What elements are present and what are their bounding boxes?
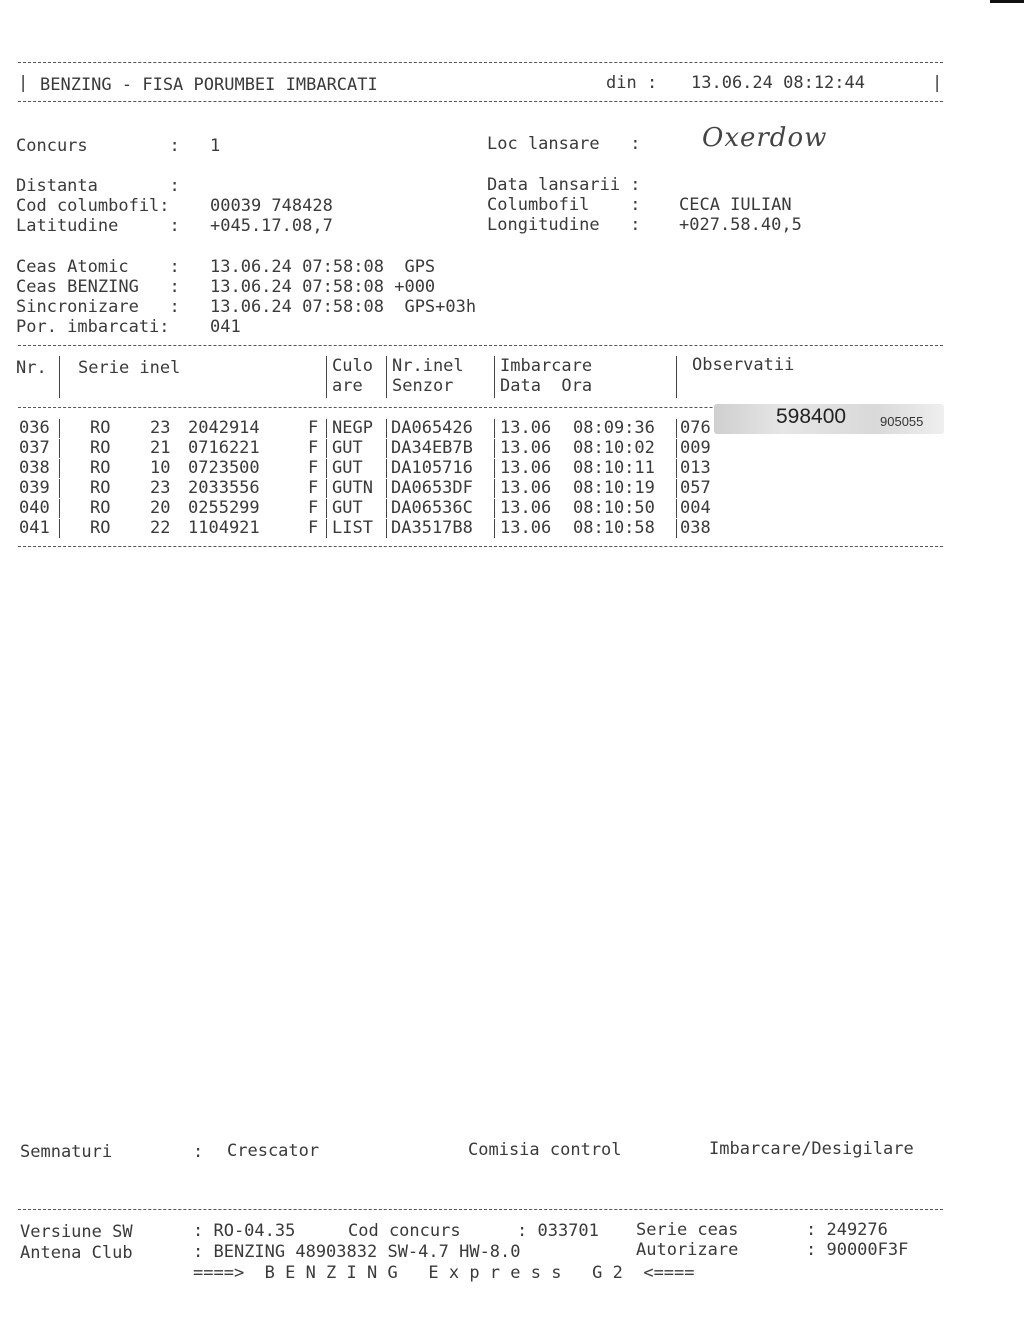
data-lansarii-label: Data lansarii : [487, 175, 641, 195]
header-separator [326, 356, 327, 398]
cell-year: 20 [150, 498, 171, 518]
row-separator [676, 419, 677, 438]
cell-sensor: DA06536C [391, 498, 473, 518]
por-imbarcati-label: Por. imbarcati: [16, 317, 170, 337]
ceas-atomic-value: 13.06.24 07:58:08 GPS [210, 257, 436, 277]
concurs-value: 1 [210, 136, 221, 156]
cell-sensor: DA34EB7B [391, 438, 473, 458]
table-top-rule [18, 345, 943, 346]
header-din-label: din : [606, 73, 658, 93]
row-separator [676, 519, 677, 538]
cell-nr: 039 [19, 478, 50, 498]
cell-ring: 2042914 [188, 418, 260, 438]
cell-sex: F [308, 458, 319, 478]
cell-year: 22 [150, 518, 171, 538]
cell-observatii: 004 [680, 498, 711, 518]
distanta-label: Distanta : [16, 176, 180, 196]
col-header-observatii: Observatii [692, 355, 795, 375]
ceas-atomic-label: Ceas Atomic : [16, 257, 180, 277]
antena-club-label: Antena Club [20, 1243, 133, 1263]
signatures-label: Semnaturi [20, 1142, 113, 1162]
cell-country: RO [90, 438, 111, 458]
header-datetime: 13.06.24 08:12:44 [691, 73, 865, 93]
cell-date: 13.06 [500, 418, 552, 438]
col-header-senzor: Senzor [392, 376, 454, 396]
row-separator [386, 499, 387, 518]
cell-ring: 1104921 [188, 518, 260, 538]
cell-observatii: 057 [680, 478, 711, 498]
cell-observatii: 009 [680, 438, 711, 458]
cod-columbofil-label: Cod columbofil: [16, 196, 170, 216]
row-separator [386, 459, 387, 478]
cell-color: GUTN [332, 478, 373, 498]
cell-sensor: DA065426 [391, 418, 473, 438]
versiune-sw-value: : RO-04.35 [193, 1221, 296, 1241]
row-separator [386, 479, 387, 498]
cell-country: RO [90, 418, 111, 438]
cell-date: 13.06 [500, 438, 552, 458]
row-separator [326, 459, 327, 478]
cell-nr: 036 [19, 418, 50, 438]
cell-color: GUT [332, 458, 363, 478]
cod-columbofil-value: 00039 748428 [210, 196, 333, 216]
cell-date: 13.06 [500, 498, 552, 518]
header-separator [676, 356, 677, 398]
cell-nr: 041 [19, 518, 50, 538]
col-header-serie-inel: Serie inel [78, 358, 181, 378]
cell-date: 13.06 [500, 518, 552, 538]
cell-nr: 037 [19, 438, 50, 458]
cell-ring: 2033556 [188, 478, 260, 498]
serie-ceas-label: Serie ceas [636, 1220, 739, 1240]
col-header-nr: Nr. [16, 358, 47, 378]
cell-color: NEGP [332, 418, 373, 438]
cell-nr: 040 [19, 498, 50, 518]
row-separator [326, 419, 327, 438]
ceas-benzing-label: Ceas BENZING : [16, 277, 180, 297]
row-separator [494, 499, 495, 518]
signature-crescator: Crescator [227, 1141, 320, 1161]
row-separator [386, 439, 387, 458]
cell-year: 23 [150, 418, 171, 438]
col-header-culoare-1: Culo [332, 356, 373, 376]
ceas-benzing-value: 13.06.24 07:58:08 +000 [210, 277, 436, 297]
cell-time: 08:10:02 [573, 438, 655, 458]
header-separator [59, 356, 60, 398]
cell-sensor: DA105716 [391, 458, 473, 478]
loc-lansare-handwritten: Oxerdow [702, 123, 828, 153]
row-separator [386, 419, 387, 438]
row-separator [676, 499, 677, 518]
cell-sensor: DA3517B8 [391, 518, 473, 538]
cell-country: RO [90, 518, 111, 538]
cell-ring: 0255299 [188, 498, 260, 518]
row-separator [676, 439, 677, 458]
longitudine-value: +027.58.40,5 [679, 215, 802, 235]
cell-time: 08:09:36 [573, 418, 655, 438]
header-right-bar: | [932, 73, 943, 93]
longitudine-label: Longitudine : [487, 215, 641, 235]
cell-sex: F [308, 418, 319, 438]
benzing-express-banner: ====> B E N Z I N G E x p r e s s G 2 <==== [193, 1263, 695, 1283]
cell-color: LIST [332, 518, 373, 538]
cell-sensor: DA0653DF [391, 478, 473, 498]
header-separator [494, 356, 495, 398]
table-bottom-rule [18, 546, 943, 547]
col-header-imbarcare: Imbarcare [500, 356, 593, 376]
row-separator [494, 459, 495, 478]
row-separator [676, 459, 677, 478]
sincronizare-value: 13.06.24 07:58:08 GPS+03h [210, 297, 477, 317]
concurs-label: Concurs : [16, 136, 180, 156]
cell-time: 08:10:50 [573, 498, 655, 518]
cell-time: 08:10:58 [573, 518, 655, 538]
row-separator [326, 439, 327, 458]
row-separator [386, 519, 387, 538]
signatures-colon: : [193, 1142, 204, 1162]
cell-ring: 0716221 [188, 438, 260, 458]
row-separator [326, 499, 327, 518]
row-separator [59, 519, 60, 538]
row-separator [59, 459, 60, 478]
cell-observatii: 076 [680, 418, 711, 438]
row-separator [494, 519, 495, 538]
serie-ceas-value: : 249276 [806, 1220, 888, 1240]
cell-time: 08:10:11 [573, 458, 655, 478]
cell-year: 10 [150, 458, 171, 478]
antena-club-value: : BENZING 48903832 SW-4.7 HW-8.0 [193, 1242, 521, 1262]
cell-sex: F [308, 478, 319, 498]
footer-top-rule [18, 1209, 943, 1210]
cell-nr: 038 [19, 458, 50, 478]
row-separator [59, 499, 60, 518]
cell-year: 23 [150, 478, 171, 498]
row-separator [59, 439, 60, 458]
cell-date: 13.06 [500, 478, 552, 498]
row-separator [59, 419, 60, 438]
cell-observatii: 013 [680, 458, 711, 478]
cell-color: GUT [332, 498, 363, 518]
row-separator [326, 479, 327, 498]
seal-sticker [714, 404, 944, 434]
cell-date: 13.06 [500, 458, 552, 478]
cell-sex: F [308, 518, 319, 538]
col-header-culoare-2: are [332, 376, 363, 396]
row-separator [326, 519, 327, 538]
autorizare-value: : 90000F3F [806, 1240, 909, 1260]
row-separator [59, 479, 60, 498]
por-imbarcati-value: 041 [210, 317, 241, 337]
page-title: BENZING - FISA PORUMBEI IMBARCATI [40, 75, 378, 95]
row-separator [494, 419, 495, 438]
row-separator [494, 439, 495, 458]
autorizare-label: Autorizare [636, 1240, 739, 1260]
cell-sex: F [308, 438, 319, 458]
header-separator [386, 356, 387, 398]
cell-country: RO [90, 458, 111, 478]
cell-observatii: 038 [680, 518, 711, 538]
cod-concurs-value: : 033701 [517, 1221, 599, 1241]
seal-number: 598400 [776, 405, 847, 428]
signature-imbarcare: Imbarcare/Desigilare [709, 1139, 914, 1159]
seal-small-number: 905055 [880, 414, 924, 429]
row-separator [494, 479, 495, 498]
signature-comisia: Comisia control [468, 1140, 622, 1160]
header-top-rule [18, 62, 943, 63]
scan-edge-mark [990, 0, 1024, 3]
cell-ring: 0723500 [188, 458, 260, 478]
cell-time: 08:10:19 [573, 478, 655, 498]
header-bottom-rule [18, 101, 943, 102]
columbofil-label: Columbofil : [487, 195, 641, 215]
latitudine-value: +045.17.08,7 [210, 216, 333, 236]
cell-year: 21 [150, 438, 171, 458]
header-left-bar: | [18, 73, 29, 93]
cell-color: GUT [332, 438, 363, 458]
cell-country: RO [90, 478, 111, 498]
cell-country: RO [90, 498, 111, 518]
cell-sex: F [308, 498, 319, 518]
row-separator [676, 479, 677, 498]
versiune-sw-label: Versiune SW [20, 1222, 133, 1242]
col-header-data-ora: Data Ora [500, 376, 593, 396]
col-header-nr-inel: Nr.inel [392, 356, 464, 376]
loc-lansare-label: Loc lansare : [487, 134, 641, 154]
latitudine-label: Latitudine : [16, 216, 180, 236]
columbofil-value: CECA IULIAN [679, 195, 792, 215]
cod-concurs-label: Cod concurs [348, 1221, 461, 1241]
sincronizare-label: Sincronizare : [16, 297, 180, 317]
